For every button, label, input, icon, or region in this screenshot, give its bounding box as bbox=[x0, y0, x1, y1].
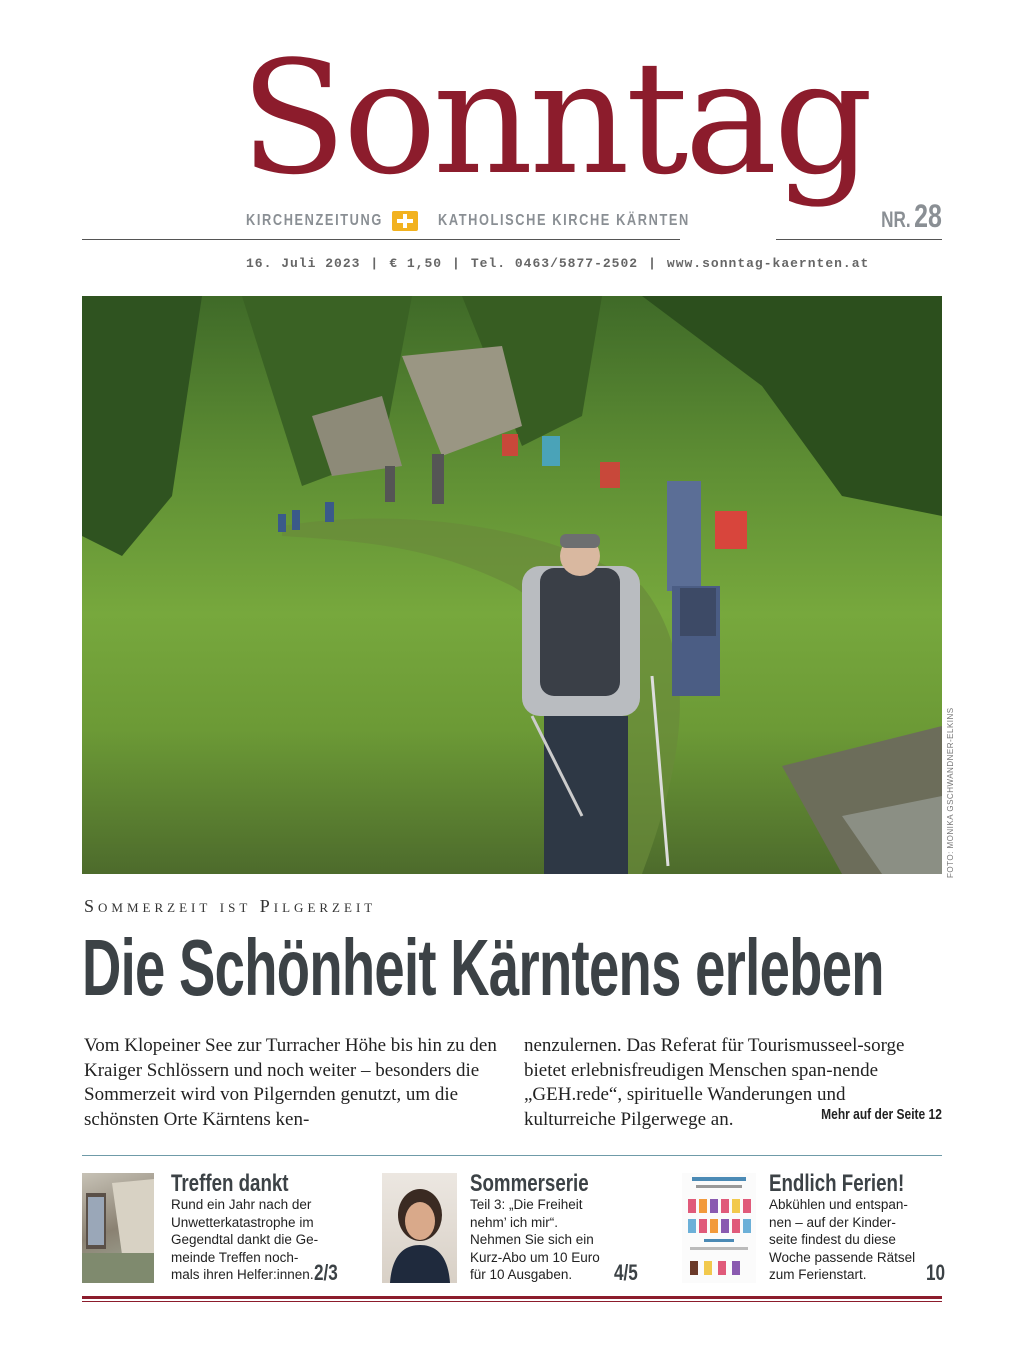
teaser-2-title[interactable]: Sommerserie bbox=[470, 1170, 589, 1197]
masthead-infoline bbox=[246, 256, 869, 271]
issue-price: € 1,50 bbox=[389, 256, 443, 271]
issue-label: NR. bbox=[881, 207, 911, 232]
teaser-divider bbox=[82, 1155, 942, 1156]
issue-date: 16. Juli 2023 bbox=[246, 256, 361, 271]
masthead-subtitle-left: KIRCHENZEITUNG bbox=[246, 212, 383, 229]
teaser-2-image[interactable] bbox=[382, 1173, 457, 1283]
website-link[interactable]: www.sonntag-kaernten.at bbox=[666, 256, 870, 271]
church-logo-icon bbox=[392, 211, 418, 231]
photo-credit: FOTO: MONIKA GSCHWANDNER-ELKINS bbox=[946, 707, 955, 878]
teaser-1-title[interactable]: Treffen dankt bbox=[171, 1170, 289, 1197]
masthead-rule-gap bbox=[680, 236, 776, 242]
separator: | bbox=[452, 256, 461, 271]
separator: | bbox=[370, 256, 380, 271]
phone-number: Tel. 0463/5877-2502 bbox=[470, 256, 639, 271]
cover-lead-left: Vom Klopeiner See zur Turracher Höhe bis hin zu den Kraiger Schlössern und noch weiter – besonders die Sommerzeit wird von Pilgernden genutzt, um die schönsten Orte Kärntens ken- bbox=[84, 1035, 497, 1130]
teaser-2-body: Teil 3: „Die Freiheit nehm’ ich mir“. Nehmen Sie sich ein Kurz-Abo um 10 Euro für 10 Ausgaben. bbox=[470, 1197, 600, 1282]
cover-kicker: Sommerzeit ist Pilgerzeit bbox=[84, 896, 377, 916]
teaser-3-body: Abkühlen und entspan-nen – auf der Kinder-seite findest du diese Woche passende Rätsel zum Ferienstart. bbox=[769, 1197, 916, 1282]
teaser-3-title[interactable]: Endlich Ferien! bbox=[769, 1170, 905, 1197]
cover-lead-right: nenzulernen. Das Referat für Tourismusseel-sorge bietet erlebnisfreudigen Menschen span-nende „GEH.rede“, spirituelle Wanderungen und kulturreiche Pilgerwege an. bbox=[524, 1035, 905, 1130]
footer-rule bbox=[82, 1296, 942, 1299]
teaser-3-page[interactable]: 10 bbox=[926, 1260, 946, 1285]
teaser-1-page[interactable]: 2/3 bbox=[314, 1260, 338, 1285]
separator: | bbox=[648, 256, 657, 271]
teaser-1-body: Rund ein Jahr nach der Unwetterkatastrophe im Gegendtal dankt die Ge-meinde Treffen noch-mals ihren Helfer:innen. bbox=[171, 1197, 319, 1282]
footer-rule-thin bbox=[82, 1301, 942, 1302]
teaser-2-page[interactable]: 4/5 bbox=[614, 1260, 638, 1285]
masthead-subtitle-right: KATHOLISCHE KIRCHE KÄRNTEN bbox=[438, 212, 690, 229]
more-link[interactable]: Mehr auf der Seite 12 bbox=[821, 1106, 942, 1123]
teaser-1-image[interactable] bbox=[82, 1173, 154, 1283]
teaser-3-image[interactable] bbox=[682, 1173, 756, 1283]
masthead-rule bbox=[82, 239, 942, 240]
hikers-illustration bbox=[82, 296, 942, 874]
cover-headline: Die Schönheit Kärntens erleben bbox=[82, 923, 884, 1012]
issue-value: 28 bbox=[914, 198, 942, 234]
masthead-title: Sonntag bbox=[240, 27, 870, 209]
cover-photo bbox=[82, 296, 942, 874]
issue-number bbox=[881, 198, 942, 235]
